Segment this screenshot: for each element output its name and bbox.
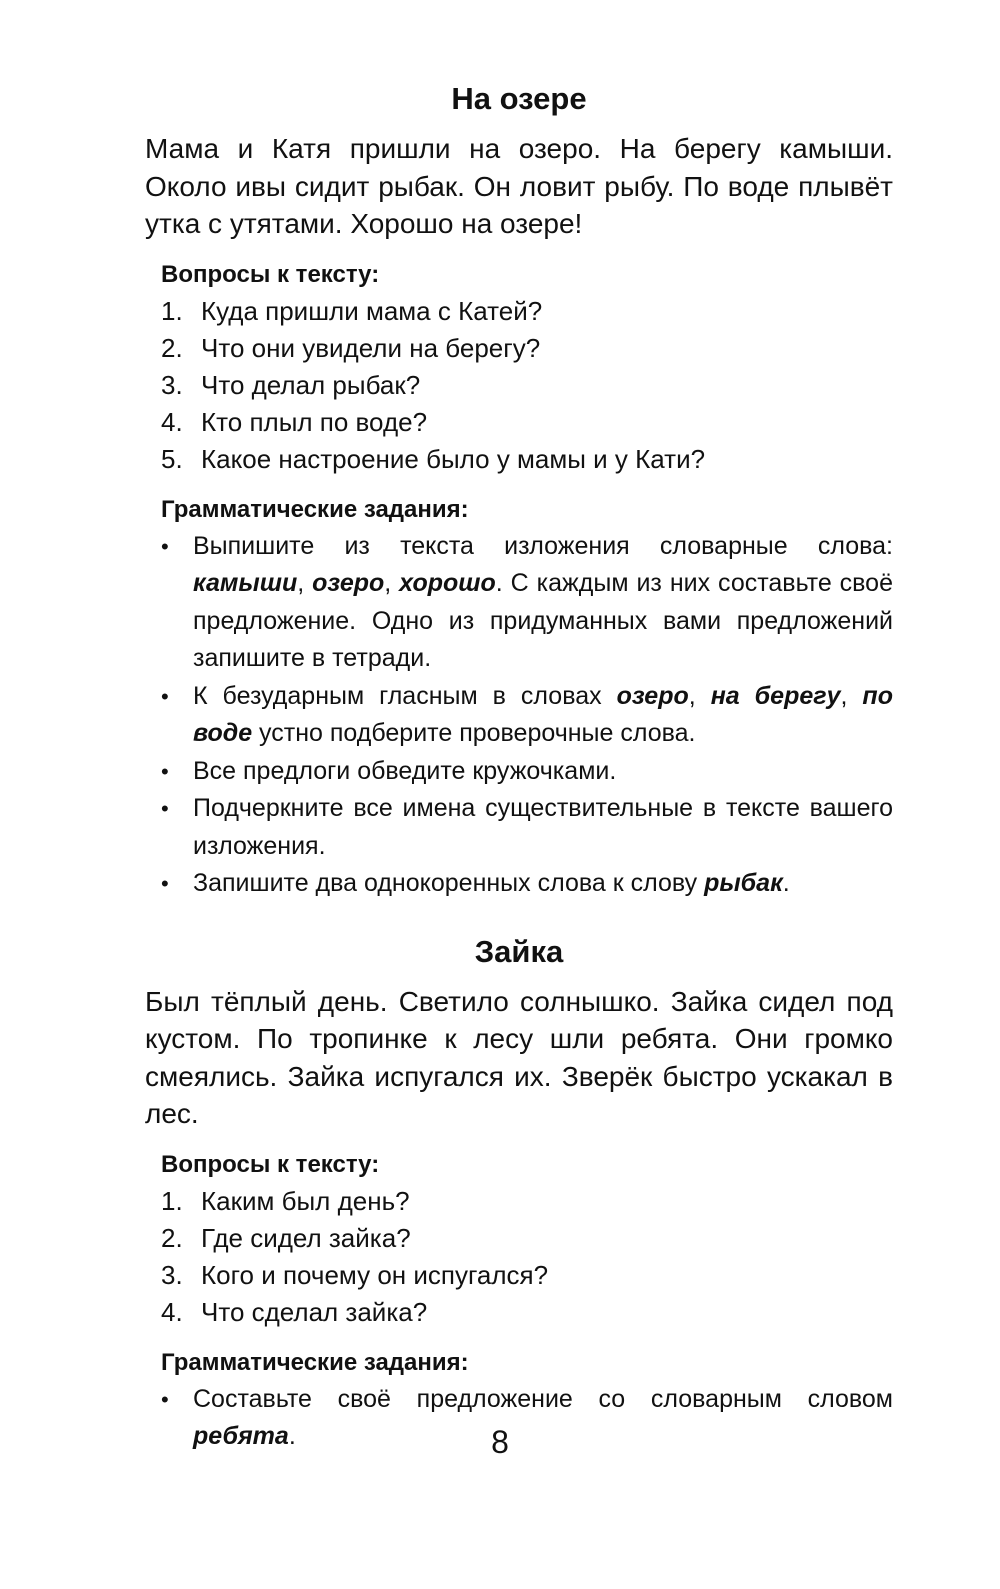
bullet-icon: • bbox=[161, 796, 169, 821]
question-item: 2. Где сидел зайка? bbox=[161, 1222, 411, 1253]
task-item: • К безударным гласным в словах озеро, на берегу, по воде устно подберите проверочные слова. bbox=[161, 678, 893, 753]
task-item: • Подчеркните все имена существительные в тексте вашего изложения. bbox=[161, 790, 893, 865]
question-item: 3. Кого и почему он испугался? bbox=[161, 1259, 549, 1290]
tasks-heading: Грамматические задания: bbox=[161, 1348, 469, 1376]
story-text: Был тёплый день. Светило солнышко. Зайка сидел под кустом. По тропинке к лесу шли ребята. Они громко смеялись. Зайка испугался их. Зверёк быстро ускакал в лес. bbox=[145, 985, 893, 1129]
question-item: 4. Что сделал зайка? bbox=[161, 1296, 428, 1327]
tasks-heading: Грамматические задания: bbox=[161, 495, 469, 523]
bullet-icon: • bbox=[161, 1386, 169, 1412]
bullet-icon: • bbox=[161, 533, 169, 559]
task-item: • Запишите два однокоренных слова к слову рыбак. bbox=[161, 865, 893, 903]
task-item: • Выпишите из текста изложения словарные слова: камыши, озеро, хорошо. С каждым из них составьте своё предложение. Одно из придуманных вами предложений запишите в тетради. bbox=[161, 528, 893, 678]
questions-heading: Вопросы к тексту: bbox=[161, 260, 380, 288]
section-title: Зайка bbox=[474, 933, 564, 969]
story-na-ozere bbox=[145, 76, 893, 903]
tasks-list bbox=[161, 528, 893, 903]
story-text: Мама и Катя пришли на озеро. На берегу камыши. Около ивы сидит рыбак. Он ловит рыбу. По воде плывёт утка с утятами. Хорошо на озере! bbox=[145, 133, 893, 239]
bullet-icon: • bbox=[161, 871, 169, 896]
question-item: 2. Что они увидели на берегу? bbox=[161, 332, 541, 363]
question-item: 5. Какое настроение было у мамы и у Кати? bbox=[161, 443, 706, 474]
section-gap bbox=[145, 903, 893, 929]
questions-list bbox=[161, 1183, 893, 1331]
questions-heading: Вопросы к тексту: bbox=[161, 1150, 380, 1178]
question-item: 1. Каким был день? bbox=[161, 1185, 410, 1216]
question-item: 1. Куда пришли мама с Катей? bbox=[161, 295, 543, 326]
task-item: • Все предлоги обведите кружочками. bbox=[161, 753, 893, 791]
question-item: 4. Кто плыл по воде? bbox=[161, 406, 428, 437]
story-zayka bbox=[145, 929, 893, 1456]
questions-list bbox=[161, 293, 893, 478]
page-number: 8 bbox=[491, 1424, 509, 1460]
bullet-icon: • bbox=[161, 683, 169, 709]
question-item: 3. Что делал рыбак? bbox=[161, 369, 421, 400]
task-item: • Составьте своё предложение со словарным словом ребята. bbox=[161, 1381, 893, 1456]
content bbox=[145, 76, 893, 1456]
section-title: На озере bbox=[451, 81, 587, 116]
bullet-icon: • bbox=[161, 758, 169, 784]
